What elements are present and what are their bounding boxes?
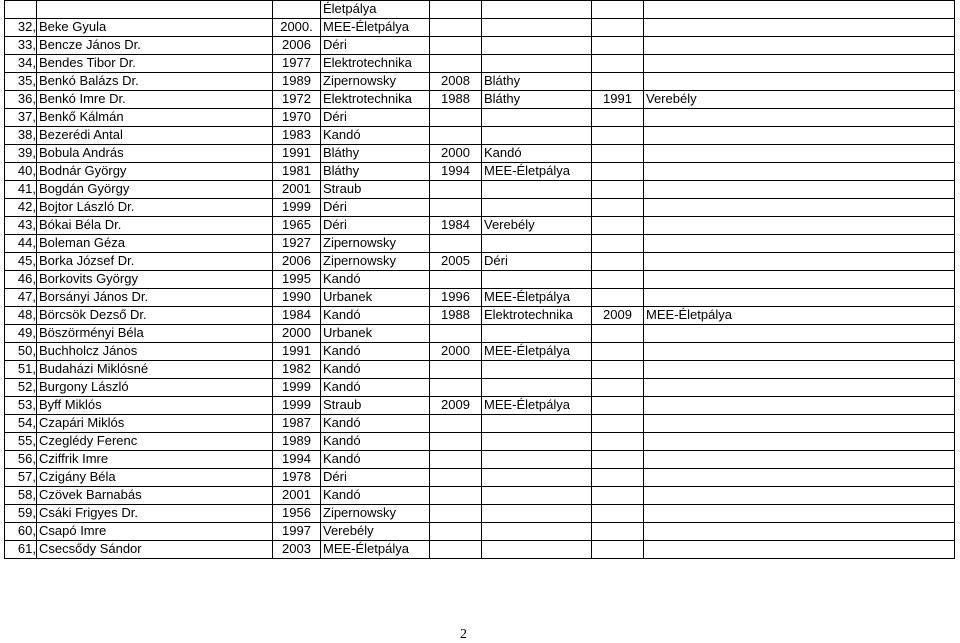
table-row xyxy=(5,397,955,415)
person-name: Bezerédi Antal xyxy=(37,127,273,145)
person-name: Czigány Béla xyxy=(37,469,273,487)
award-name-2 xyxy=(482,127,592,145)
award-year-1: 1978 xyxy=(273,469,321,487)
award-name-3 xyxy=(644,523,955,541)
award-year-3 xyxy=(592,415,644,433)
row-number: 60, xyxy=(5,523,37,541)
table-row xyxy=(5,451,955,469)
award-year-3 xyxy=(592,73,644,91)
row-number: 44, xyxy=(5,235,37,253)
table-row xyxy=(5,181,955,199)
award-name-2 xyxy=(482,1,592,19)
table-row xyxy=(5,163,955,181)
table-row xyxy=(5,343,955,361)
award-year-1: 1999 xyxy=(273,199,321,217)
award-year-2 xyxy=(430,487,482,505)
person-name: Csapó Imre xyxy=(37,523,273,541)
row-number: 61, xyxy=(5,541,37,559)
award-name-2: MEE-Életpálya xyxy=(482,163,592,181)
award-name-2: MEE-Életpálya xyxy=(482,397,592,415)
award-name-3 xyxy=(644,487,955,505)
person-name: Budaházi Miklósné xyxy=(37,361,273,379)
award-year-2: 2000 xyxy=(430,343,482,361)
award-year-1: 1999 xyxy=(273,379,321,397)
award-year-2 xyxy=(430,433,482,451)
table-row xyxy=(5,487,955,505)
award-name-2: Elektrotechnika xyxy=(482,307,592,325)
person-name: Boleman Géza xyxy=(37,235,273,253)
person-name: Benkő Kálmán xyxy=(37,109,273,127)
award-name-3 xyxy=(644,1,955,19)
award-name-1: Életpálya xyxy=(321,1,430,19)
award-year-1: 1990 xyxy=(273,289,321,307)
row-number xyxy=(5,1,37,19)
person-name: Bobula András xyxy=(37,145,273,163)
award-year-1: 1982 xyxy=(273,361,321,379)
person-name: Börcsök Dezső Dr. xyxy=(37,307,273,325)
person-name xyxy=(37,1,273,19)
award-year-1: 1972 xyxy=(273,91,321,109)
award-name-1: Urbanek xyxy=(321,289,430,307)
award-name-2 xyxy=(482,523,592,541)
award-year-2 xyxy=(430,523,482,541)
award-name-2: Kandó xyxy=(482,145,592,163)
row-number: 56, xyxy=(5,451,37,469)
row-number: 50, xyxy=(5,343,37,361)
award-name-1: MEE-Életpálya xyxy=(321,541,430,559)
table-row xyxy=(5,1,955,19)
award-name-2 xyxy=(482,433,592,451)
award-name-2 xyxy=(482,451,592,469)
table-row xyxy=(5,379,955,397)
person-name: Beke Gyula xyxy=(37,19,273,37)
row-number: 42, xyxy=(5,199,37,217)
award-year-2 xyxy=(430,415,482,433)
row-number: 52, xyxy=(5,379,37,397)
award-name-3 xyxy=(644,19,955,37)
award-year-3 xyxy=(592,181,644,199)
award-name-3 xyxy=(644,379,955,397)
row-number: 38, xyxy=(5,127,37,145)
award-year-3 xyxy=(592,55,644,73)
award-name-3 xyxy=(644,55,955,73)
award-year-2: 1988 xyxy=(430,91,482,109)
award-year-2 xyxy=(430,271,482,289)
award-year-3 xyxy=(592,541,644,559)
award-year-1 xyxy=(273,1,321,19)
award-name-3: MEE-Életpálya xyxy=(644,307,955,325)
award-name-3 xyxy=(644,469,955,487)
award-year-3 xyxy=(592,145,644,163)
award-name-1: Kandó xyxy=(321,415,430,433)
table-row xyxy=(5,415,955,433)
award-name-2 xyxy=(482,415,592,433)
award-year-2: 1994 xyxy=(430,163,482,181)
award-name-2 xyxy=(482,325,592,343)
award-name-2 xyxy=(482,487,592,505)
award-year-2 xyxy=(430,181,482,199)
award-name-1: MEE-Életpálya xyxy=(321,19,430,37)
person-name: Cziffrik Imre xyxy=(37,451,273,469)
table-row xyxy=(5,307,955,325)
award-year-3 xyxy=(592,37,644,55)
award-year-1: 2001 xyxy=(273,487,321,505)
row-number: 43, xyxy=(5,217,37,235)
award-year-1: 1987 xyxy=(273,415,321,433)
award-year-1: 2000. xyxy=(273,19,321,37)
award-name-1: Kandó xyxy=(321,343,430,361)
award-name-2: Bláthy xyxy=(482,91,592,109)
row-number: 37, xyxy=(5,109,37,127)
award-year-3 xyxy=(592,199,644,217)
table-row xyxy=(5,469,955,487)
award-year-1: 2001 xyxy=(273,181,321,199)
award-name-3 xyxy=(644,451,955,469)
award-year-3: 1991 xyxy=(592,91,644,109)
row-number: 58, xyxy=(5,487,37,505)
award-year-3 xyxy=(592,361,644,379)
award-name-3 xyxy=(644,361,955,379)
row-number: 53, xyxy=(5,397,37,415)
row-number: 32, xyxy=(5,19,37,37)
award-name-1: Bláthy xyxy=(321,145,430,163)
award-name-1: Elektrotechnika xyxy=(321,55,430,73)
award-year-2 xyxy=(430,505,482,523)
award-year-1: 1994 xyxy=(273,451,321,469)
row-number: 35, xyxy=(5,73,37,91)
award-name-3 xyxy=(644,433,955,451)
row-number: 33, xyxy=(5,37,37,55)
award-name-3 xyxy=(644,541,955,559)
award-year-2 xyxy=(430,19,482,37)
row-number: 45, xyxy=(5,253,37,271)
table-row xyxy=(5,73,955,91)
row-number: 55, xyxy=(5,433,37,451)
award-year-1: 1927 xyxy=(273,235,321,253)
award-name-3 xyxy=(644,343,955,361)
award-year-1: 1997 xyxy=(273,523,321,541)
table-row xyxy=(5,19,955,37)
award-year-2: 2000 xyxy=(430,145,482,163)
award-name-3 xyxy=(644,73,955,91)
award-year-2: 2009 xyxy=(430,397,482,415)
award-year-2 xyxy=(430,361,482,379)
award-name-1: Déri xyxy=(321,469,430,487)
award-year-2 xyxy=(430,109,482,127)
award-year-3 xyxy=(592,109,644,127)
award-year-1: 1981 xyxy=(273,163,321,181)
award-name-3 xyxy=(644,37,955,55)
person-name: Bencze János Dr. xyxy=(37,37,273,55)
row-number: 41, xyxy=(5,181,37,199)
award-name-2 xyxy=(482,109,592,127)
table-row xyxy=(5,271,955,289)
row-number: 49, xyxy=(5,325,37,343)
table-row xyxy=(5,289,955,307)
row-number: 39, xyxy=(5,145,37,163)
award-name-2 xyxy=(482,271,592,289)
award-year-3 xyxy=(592,19,644,37)
award-name-2: Verebély xyxy=(482,217,592,235)
row-number: 51, xyxy=(5,361,37,379)
award-year-1: 2000 xyxy=(273,325,321,343)
award-name-2 xyxy=(482,199,592,217)
person-name: Czapári Miklós xyxy=(37,415,273,433)
person-name: Csecsődy Sándor xyxy=(37,541,273,559)
award-name-1: Zipernowsky xyxy=(321,235,430,253)
person-name: Benkó Balázs Dr. xyxy=(37,73,273,91)
person-name: Borka József Dr. xyxy=(37,253,273,271)
table-row xyxy=(5,253,955,271)
award-name-3 xyxy=(644,235,955,253)
table-row xyxy=(5,433,955,451)
award-year-2 xyxy=(430,451,482,469)
table-row xyxy=(5,91,955,109)
award-year-1: 1965 xyxy=(273,217,321,235)
table-row xyxy=(5,199,955,217)
award-name-3 xyxy=(644,505,955,523)
award-year-1: 1991 xyxy=(273,145,321,163)
award-year-1: 1989 xyxy=(273,433,321,451)
table-row xyxy=(5,361,955,379)
award-year-1: 1989 xyxy=(273,73,321,91)
table-row xyxy=(5,217,955,235)
award-name-3 xyxy=(644,217,955,235)
award-year-3 xyxy=(592,271,644,289)
person-name: Buchholcz János xyxy=(37,343,273,361)
award-name-1: Zipernowsky xyxy=(321,73,430,91)
award-name-2 xyxy=(482,505,592,523)
table-row xyxy=(5,109,955,127)
person-name: Bogdán György xyxy=(37,181,273,199)
award-year-3 xyxy=(592,469,644,487)
award-name-1: Straub xyxy=(321,397,430,415)
award-name-3 xyxy=(644,271,955,289)
award-year-1: 1995 xyxy=(273,271,321,289)
award-name-1: Verebély xyxy=(321,523,430,541)
award-year-3 xyxy=(592,505,644,523)
award-name-3 xyxy=(644,181,955,199)
award-name-1: Urbanek xyxy=(321,325,430,343)
award-year-2 xyxy=(430,1,482,19)
award-year-3: 2009 xyxy=(592,307,644,325)
person-name: Borkovits György xyxy=(37,271,273,289)
award-name-2 xyxy=(482,379,592,397)
award-year-3 xyxy=(592,163,644,181)
award-name-2: Bláthy xyxy=(482,73,592,91)
row-number: 46, xyxy=(5,271,37,289)
award-year-2: 1996 xyxy=(430,289,482,307)
award-name-1: Déri xyxy=(321,37,430,55)
award-name-1: Elektrotechnika xyxy=(321,91,430,109)
table-row xyxy=(5,127,955,145)
table-row xyxy=(5,505,955,523)
award-name-2 xyxy=(482,55,592,73)
award-year-2 xyxy=(430,325,482,343)
award-year-2: 1984 xyxy=(430,217,482,235)
row-number: 36, xyxy=(5,91,37,109)
person-name: Czeglédy Ferenc xyxy=(37,433,273,451)
award-year-2: 2005 xyxy=(430,253,482,271)
award-name-3 xyxy=(644,415,955,433)
award-name-3 xyxy=(644,253,955,271)
award-name-2 xyxy=(482,361,592,379)
award-name-2: MEE-Életpálya xyxy=(482,289,592,307)
award-year-1: 1999 xyxy=(273,397,321,415)
award-year-1: 2006 xyxy=(273,37,321,55)
row-number: 34, xyxy=(5,55,37,73)
award-year-3 xyxy=(592,379,644,397)
award-name-3 xyxy=(644,127,955,145)
award-year-3 xyxy=(592,217,644,235)
person-name: Byff Miklós xyxy=(37,397,273,415)
award-name-3 xyxy=(644,325,955,343)
award-year-1: 1983 xyxy=(273,127,321,145)
award-name-1: Straub xyxy=(321,181,430,199)
award-year-1: 1977 xyxy=(273,55,321,73)
row-number: 40, xyxy=(5,163,37,181)
award-year-3 xyxy=(592,343,644,361)
award-name-3 xyxy=(644,397,955,415)
award-name-1: Kandó xyxy=(321,451,430,469)
award-year-2 xyxy=(430,55,482,73)
person-name: Bodnár György xyxy=(37,163,273,181)
award-name-1: Kandó xyxy=(321,271,430,289)
award-year-1: 2003 xyxy=(273,541,321,559)
award-name-1: Kandó xyxy=(321,433,430,451)
award-name-1: Kandó xyxy=(321,487,430,505)
award-year-2 xyxy=(430,541,482,559)
award-name-2 xyxy=(482,19,592,37)
person-name: Bendes Tibor Dr. xyxy=(37,55,273,73)
award-name-3 xyxy=(644,109,955,127)
award-name-3 xyxy=(644,289,955,307)
award-name-1: Zipernowsky xyxy=(321,505,430,523)
award-name-2 xyxy=(482,37,592,55)
award-name-1: Kandó xyxy=(321,307,430,325)
award-year-3 xyxy=(592,523,644,541)
award-name-2: MEE-Életpálya xyxy=(482,343,592,361)
person-name: Czövek Barnabás xyxy=(37,487,273,505)
award-year-3 xyxy=(592,235,644,253)
award-year-3 xyxy=(592,325,644,343)
award-year-1: 1956 xyxy=(273,505,321,523)
award-year-3 xyxy=(592,127,644,145)
award-name-1: Déri xyxy=(321,199,430,217)
table-row xyxy=(5,55,955,73)
award-name-1: Kandó xyxy=(321,361,430,379)
award-year-3 xyxy=(592,451,644,469)
award-name-1: Bláthy xyxy=(321,163,430,181)
award-name-3 xyxy=(644,199,955,217)
table-row xyxy=(5,325,955,343)
award-year-2 xyxy=(430,235,482,253)
awards-table-body xyxy=(5,1,955,559)
row-number: 47, xyxy=(5,289,37,307)
table-row xyxy=(5,37,955,55)
row-number: 54, xyxy=(5,415,37,433)
award-year-3 xyxy=(592,433,644,451)
person-name: Borsányi János Dr. xyxy=(37,289,273,307)
award-year-1: 1991 xyxy=(273,343,321,361)
award-name-1: Déri xyxy=(321,109,430,127)
person-name: Bojtor László Dr. xyxy=(37,199,273,217)
award-year-2 xyxy=(430,469,482,487)
award-name-2 xyxy=(482,235,592,253)
award-year-3 xyxy=(592,487,644,505)
award-year-2 xyxy=(430,127,482,145)
row-number: 57, xyxy=(5,469,37,487)
award-name-1: Zipernowsky xyxy=(321,253,430,271)
award-name-1: Kandó xyxy=(321,127,430,145)
award-year-3 xyxy=(592,289,644,307)
award-name-3 xyxy=(644,163,955,181)
row-number: 59, xyxy=(5,505,37,523)
award-name-3 xyxy=(644,145,955,163)
award-year-2: 2008 xyxy=(430,73,482,91)
person-name: Csáki Frigyes Dr. xyxy=(37,505,273,523)
awards-table xyxy=(4,0,955,559)
award-year-2: 1988 xyxy=(430,307,482,325)
award-year-2 xyxy=(430,37,482,55)
award-year-1: 1984 xyxy=(273,307,321,325)
person-name: Benkó Imre Dr. xyxy=(37,91,273,109)
person-name: Burgony László xyxy=(37,379,273,397)
person-name: Böszörményi Béla xyxy=(37,325,273,343)
table-row xyxy=(5,523,955,541)
award-year-3 xyxy=(592,397,644,415)
row-number: 48, xyxy=(5,307,37,325)
award-name-1: Kandó xyxy=(321,379,430,397)
award-name-3: Verebély xyxy=(644,91,955,109)
table-row xyxy=(5,145,955,163)
award-year-1: 1970 xyxy=(273,109,321,127)
award-name-2 xyxy=(482,469,592,487)
award-year-3 xyxy=(592,253,644,271)
award-year-2 xyxy=(430,379,482,397)
table-row xyxy=(5,541,955,559)
award-year-3 xyxy=(592,1,644,19)
award-name-2 xyxy=(482,181,592,199)
person-name: Bókai Béla Dr. xyxy=(37,217,273,235)
page-number: 2 xyxy=(460,627,467,642)
award-name-2 xyxy=(482,541,592,559)
table-row xyxy=(5,235,955,253)
award-year-2 xyxy=(430,199,482,217)
award-name-2: Déri xyxy=(482,253,592,271)
award-year-1: 2006 xyxy=(273,253,321,271)
award-name-1: Déri xyxy=(321,217,430,235)
